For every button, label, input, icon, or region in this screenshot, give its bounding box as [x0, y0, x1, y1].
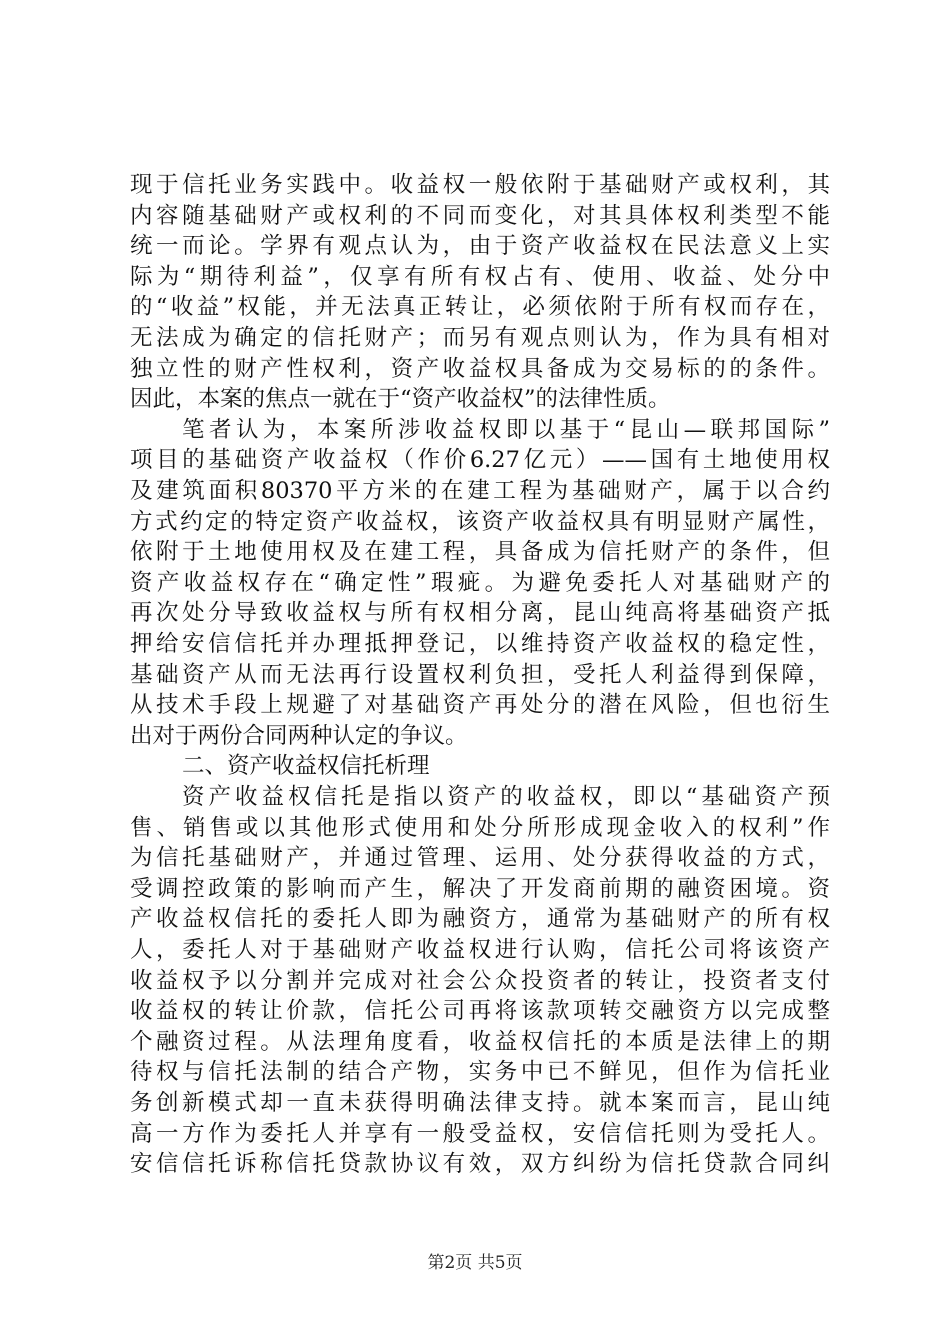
text-line: 际为“期待利益”，仅享有所有权占有、使用、收益、处分中 [130, 263, 830, 290]
text-line: 依附于土地使用权及在建工程，具备成为信托财产的条件，但 [130, 539, 830, 566]
text-line: 再次处分导致收益权与所有权相分离，昆山纯高将基础资产抵 [130, 600, 830, 627]
text-line: 现于信托业务实践中。收益权一般依附于基础财产或权利，其 [130, 172, 830, 198]
text-line: 内容随基础财产或权利的不同而变化，对其具体权利类型不能 [130, 202, 830, 229]
text-line: 安信信托诉称信托贷款协议有效，双方纠纷为信托贷款合同纠 [130, 1151, 830, 1178]
text-line: 无法成为确定的信托财产；而另有观点则认为，作为具有相对 [130, 325, 830, 351]
section-heading: 二、资产收益权信托析理 [182, 753, 430, 780]
text-line: 出对于两份合同两种认定的争议。 [130, 722, 468, 749]
text-line: 产收益权信托的委托人即为融资方，通常为基础财产的所有权 [130, 906, 830, 933]
paragraph-first-line: 笔者认为，本案所涉收益权即以基于“昆山—联邦国际” [182, 416, 830, 443]
text-line: 方式约定的特定资产收益权，该资产收益权具有明显财产属性， [130, 508, 830, 535]
text-line: 独立性的财产性权利，资产收益权具备成为交易标的的条件。 [130, 355, 830, 382]
text-line: 基础资产从而无法再行设置权利负担，受托人利益得到保障， [130, 661, 830, 688]
text-line: 收益权予以分割并完成对社会公众投资者的转让，投资者支付 [130, 967, 830, 994]
text-line: 统一而论。学界有观点认为，由于资产收益权在民法意义上实 [130, 233, 830, 260]
paragraph-first-line: 资产收益权信托是指以资产的收益权，即以“基础资产预 [182, 784, 830, 810]
text-line: 个融资过程。从法理角度看，收益权信托的本质是法律上的期 [130, 1028, 830, 1055]
text-line: 受调控政策的影响而产生，解决了开发商前期的融资困境。资 [130, 875, 830, 902]
text-line: 从技术手段上规避了对基础资产再处分的潜在风险，但也衍生 [130, 692, 830, 719]
text-line: 待权与信托法制的结合产物，实务中已不鲜见，但作为信托业 [130, 1059, 830, 1086]
text-line: 押给安信信托并办理抵押登记，以维持资产收益权的稳定性， [130, 631, 830, 657]
text-line: 务创新模式却一直未获得明确法律支持。就本案而言，昆山纯 [130, 1090, 830, 1116]
text-line: 人，委托人对于基础财产收益权进行认购，信托公司将该资产 [130, 937, 830, 963]
text-line: 项目的基础资产收益权（作价6.27亿元）——国有土地使用权 [130, 447, 830, 474]
page-footer: 第2页 共5页 [427, 1253, 523, 1273]
text-line: 及建筑面积80370平方米的在建工程为基础财产，属于以合约 [130, 478, 830, 504]
text-line: 因此，本案的焦点一就在于“资产收益权”的法律性质。 [130, 386, 671, 413]
text-line: 售、销售或以其他形式使用和处分所形成现金收入的权利”作 [130, 814, 830, 841]
text-line: 的“收益”权能，并无法真正转让，必须依附于所有权而存在， [130, 294, 830, 321]
text-line: 资产收益权存在“确定性”瑕疵。为避免委托人对基础财产的 [130, 569, 830, 596]
text-line: 收益权的转让价款，信托公司再将该款项转交融资方以完成整 [130, 998, 830, 1025]
text-line: 高一方作为委托人并享有一般受益权，安信信托则为受托人。 [130, 1120, 830, 1147]
text-line: 为信托基础财产，并通过管理、运用、处分获得收益的方式， [130, 845, 830, 872]
